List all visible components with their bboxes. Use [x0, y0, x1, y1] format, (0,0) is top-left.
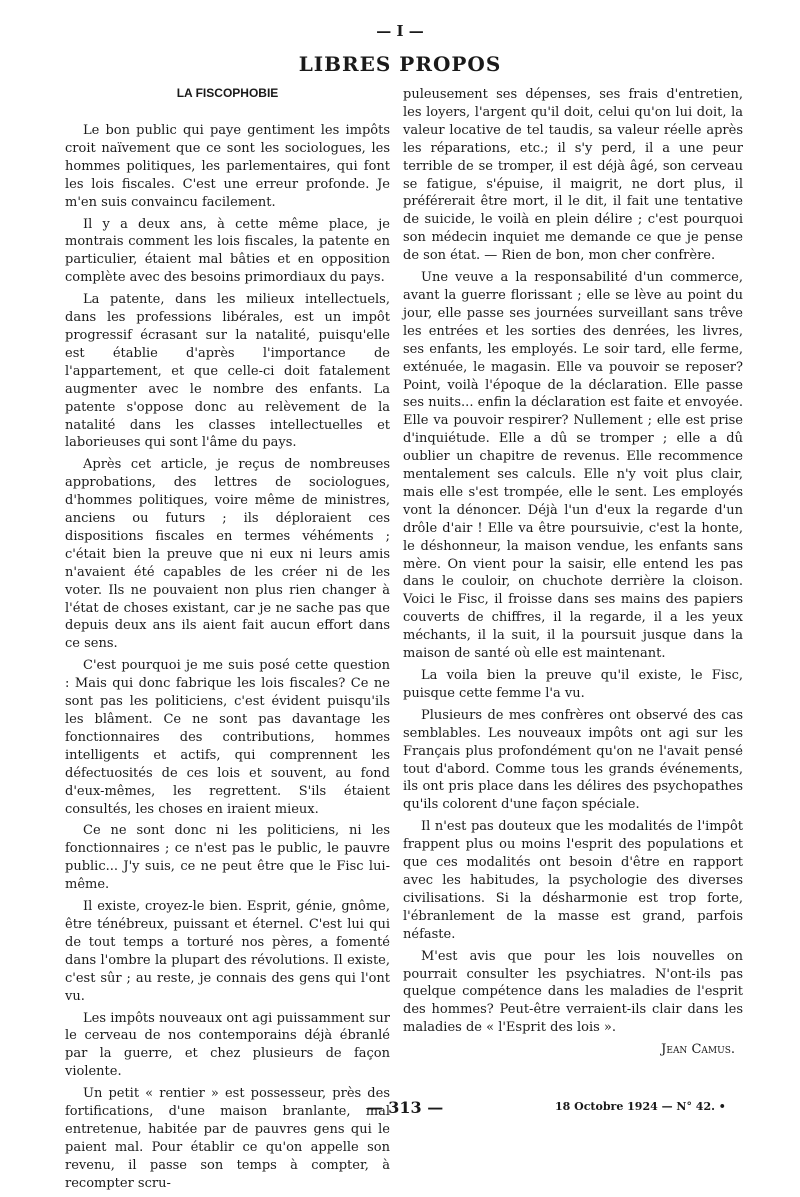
- paragraph: M'est avis que pour les lois nouvelles on pourrait consulter les psychiatres. N'ont-ils pas quelque compétence dans les maladies de l'esprit des hommes? Peut-être verraient-ils clair dans les maladies de « l'Esprit des lois ».: [403, 948, 743, 1036]
- paragraph: Une veuve a la responsabilité d'un commerce, avant la guerre florissant ; elle se lève au point du jour, elle passe ses journées surveillant sans trêve les entrées et les sorties des denrées, les livres, ses enfants, les employés. Le soir tard, elle ferme, exténuée, le magasin. Elle va pouvoir se reposer? Point, voilà l'époque de la déclaration. Elle passe ses nuits... enfin la déclaration est faite et envoyée. Elle va pouvoir respirer? Nullement ; elle est prise d'inquiétude. Elle a dû se tromper ; elle a dû oublier un chapitre de revenus. Elle recommence mentalement ses calculs. Elle n'y voit plus clair, mais elle s'est trompée, elle le sent. Les employés vont la dénoncer. Déjà l'un d'eux la regarde d'un drôle d'air ! Elle va être poursuivie, c'est la honte, le déshonneur, la maison vendue, les enfants sans mère. On vient pour la saisir, elle entend les pas dans le couloir, on chuchote derrière la cloison. Voici le Fisc, il froisse dans ses mains des papiers couverts de chiffres, il la regarde, il a les yeux méchants, il la suit, il la poursuit jusque dans la maison de santé où elle est maintenant.: [403, 270, 743, 662]
- page-number: — I —: [376, 22, 424, 40]
- paragraph: Un petit « rentier » est possesseur, près des fortifications, d'une maison branlante, mal entretenue, habitée par de pauvres gens qui le paient mal. Pour établir ce qu'on appelle son revenu, il passe son temps à compter, à recompter scru-: [65, 1086, 390, 1191]
- paragraph: Le bon public qui paye gentiment les impôts croit naïvement que ce sont les sociologues, les hommes politiques, les parlementaires, qui font les lois fiscales. C'est une erreur profonde. Je m'en suis convaincu facilement.: [65, 123, 390, 210]
- right-column: [403, 86, 743, 1059]
- paragraph: Les impôts nouveaux ont agi puissamment sur le cerveau de nos contemporains déjà ébranlé par la guerre, et chez plusieurs de façon violente.: [65, 1010, 390, 1080]
- masthead-title: LIBRES PROPOS: [298, 52, 502, 76]
- paragraph: C'est pourquoi je me suis posé cette question : Mais qui donc fabrique les lois fiscales? Ce ne sont pas les politiciens, c'est évident puisqu'ils les blâment. Ce ne sont pas davantage les fonctionnaires des contributions, hommes intelligents et actifs, qui comprennent les défectuosités de ces lois et souvent, au fond d'eux-mêmes, les regrettent. S'ils étaient consultés, les choses en iraient mieux.: [65, 658, 390, 817]
- footer-date-issue: 18 Octobre 1924 — N° 42. •: [555, 1100, 726, 1113]
- footer-page-number: — 313 —: [366, 1098, 444, 1117]
- paragraph: Ce ne sont donc ni les politiciens, ni les fonctionnaires ; ce n'est pas le public, le pauvre public... J'y suis, ce ne peut être que le Fisc lui-même.: [65, 823, 390, 893]
- paragraph: La voila bien la preuve qu'il existe, le Fisc, puisque cette femme l'a vu.: [403, 668, 743, 701]
- article-title: LA FISCOPHOBIE: [176, 86, 279, 100]
- paragraph: La patente, dans les milieux intellectuels, dans les professions libérales, est un impôt progressif écrasant sur la natalité, puisqu'elle est établie d'après l'importance de l'appartement, et que celle-ci doit fatalement augmenter avec le nombre des enfants. La patente s'oppose donc au relèvement de la natalité dans les classes intellectuelles et laborieuses qui sont l'âme du pays.: [65, 292, 390, 451]
- author-signature: Jean Camus.: [661, 1042, 735, 1058]
- paragraph: Plusieurs de mes confrères ont observé des cas semblables. Les nouveaux impôts ont agi sur les Français plus profondément qu'on ne l'avait pensé tout d'abord. Comme tous les grands événements, ils ont pris place dans les délires des psychopathes qu'ils colorent d'une façon spéciale.: [403, 707, 743, 813]
- paragraph: Après cet article, je reçus de nombreuses approbations, des lettres de sociologues, d'hommes politiques, voire même de ministres, anciens ou futurs ; ils déploraient ces dispositions fiscales en termes véhéments ; c'était bien la preuve que ni eux ni leurs amis n'avaient été capables de les créer ni de les voter. Ils ne pouvaient non plus rien changer à l'état de choses existant, car je ne sache pas que depuis deux ans ils aient fait aucun effort dans ce sens.: [65, 457, 390, 652]
- paragraph: Il y a deux ans, à cette même place, je montrais comment les lois fiscales, la patente en particulier, étaient mal bâties et en opposition complète avec des besoins primordiaux du pays.: [65, 216, 390, 286]
- paragraph: Il existe, croyez-le bien. Esprit, génie, gnôme, être ténébreux, puissant et éternel. C'est lui qui de tout temps a torturé nos pères, a fomenté dans l'ombre la plupart des révolutions. Il existe, c'est sûr ; au reste, je connais des gens qui l'ont vu.: [65, 899, 390, 1004]
- paragraph: Il n'est pas douteux que les modalités de l'impôt frappent plus ou moins l'esprit des populations et que ces modalités ont besoin d'être en rapport avec les habitudes, la psychologie des diverses civilisations. Si la désharmonie est trop forte, l'ébranlement de la masse est grand, parfois néfaste.: [403, 819, 743, 942]
- left-column: [65, 122, 390, 1197]
- paragraph: puleusement ses dépenses, ses frais d'entretien, les loyers, l'argent qu'il doit, celui qu'on lui doit, la valeur locative de tel taudis, sa valeur réelle après les réparations, etc.; il s'y perd, il a une peur terrible de se tromper, il est déjà âgé, son cerveau se fatigue, s'épuise, il maigrit, ne dort plus, il préférerait être mort, il le dit, il fait une tentative de suicide, le voilà en plein délire ; c'est pourquoi son médecin inquiet me demande ce que je pense de son état. — Rien de bon, mon cher confrère.: [403, 87, 743, 264]
